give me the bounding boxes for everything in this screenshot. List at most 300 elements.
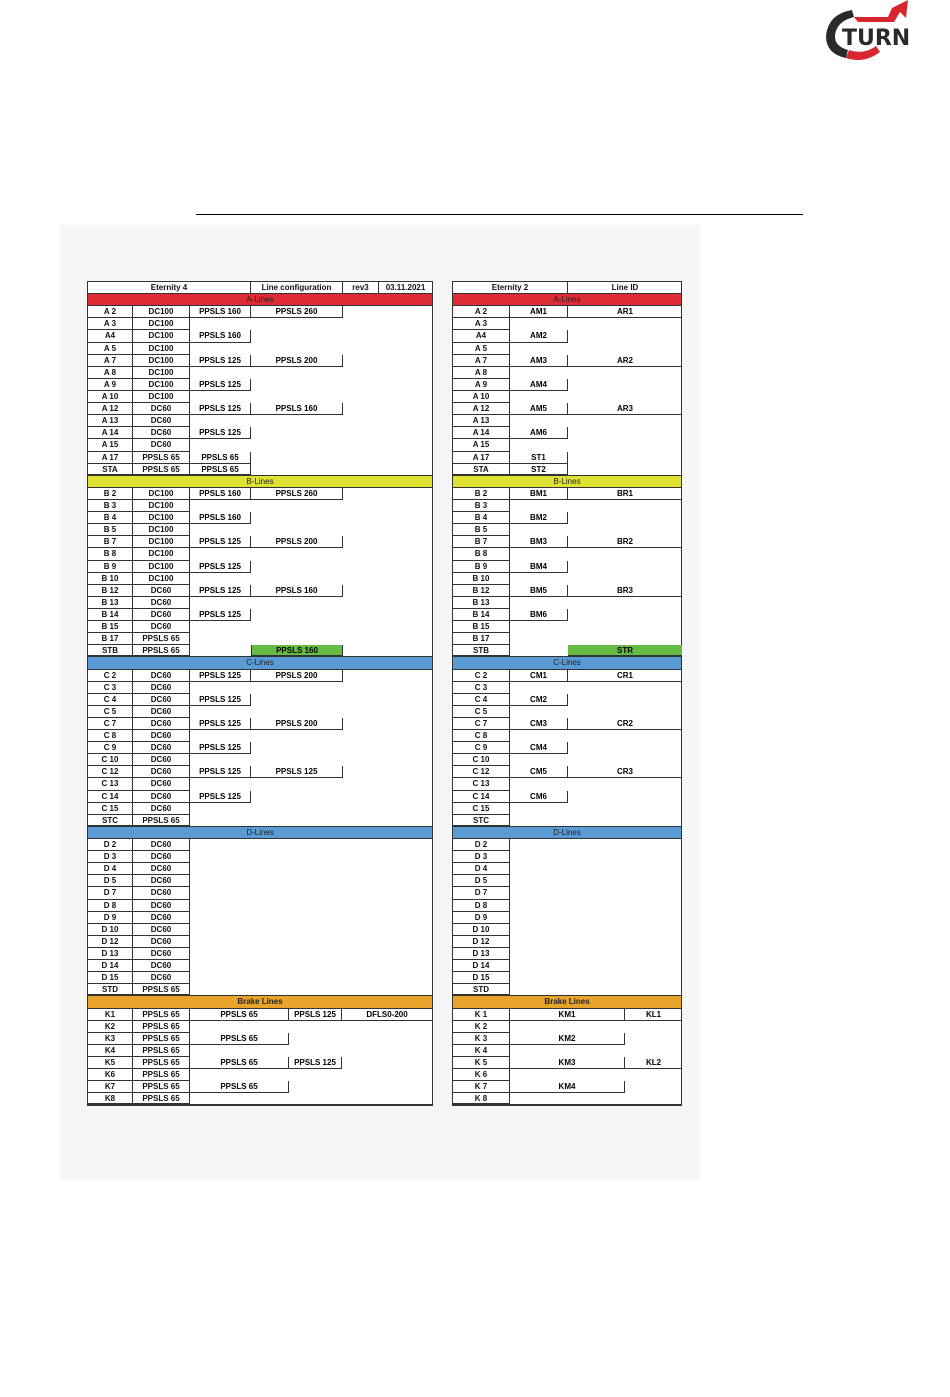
line-label: A 2 <box>88 306 133 318</box>
table-row <box>453 597 681 609</box>
section-title: A-Lines <box>553 295 581 305</box>
line-label: C 3 <box>88 682 133 694</box>
line-main-cable: PPSLS 65 <box>133 633 190 645</box>
section-title: Brake Lines <box>544 997 590 1007</box>
line-label: D 15 <box>88 972 133 984</box>
table-row <box>453 500 681 512</box>
line-label: C 15 <box>88 803 133 815</box>
table-row <box>453 633 681 645</box>
line-label: A 14 <box>88 427 133 439</box>
cable-1: PPSLS 65 <box>190 452 251 464</box>
line-label: D 8 <box>88 900 133 912</box>
table-row <box>453 1033 681 1045</box>
table-row <box>453 815 681 827</box>
line-label: A 8 <box>88 367 133 379</box>
table-row <box>88 766 432 778</box>
line-label: K 7 <box>453 1081 510 1093</box>
cable-1: PPSLS 125 <box>190 766 251 778</box>
table-row <box>453 1021 681 1033</box>
table-row <box>453 536 681 548</box>
line-main-cable: DC100 <box>133 330 190 342</box>
table-row <box>88 1045 432 1057</box>
table-row <box>88 512 432 524</box>
line-main-cable: DC100 <box>133 318 190 330</box>
line-main-cable: DC60 <box>133 718 190 730</box>
header-title: Line configuration <box>251 282 343 293</box>
line-id-main: BM1 <box>510 488 568 500</box>
cable-1: PPSLS 125 <box>190 609 251 621</box>
line-label: B 2 <box>88 488 133 500</box>
line-label: A 14 <box>453 427 510 439</box>
line-label: B 5 <box>453 524 510 536</box>
line-label: B 4 <box>88 512 133 524</box>
line-label: K8 <box>88 1093 133 1104</box>
table-row <box>88 718 432 730</box>
table-row <box>88 682 432 694</box>
table-row <box>88 597 432 609</box>
line-label: A 15 <box>453 439 510 451</box>
table-row <box>88 548 432 560</box>
table-row <box>453 367 681 379</box>
cable-1: PPSLS 160 <box>190 330 251 342</box>
table-row <box>88 427 432 439</box>
line-main-cable: DC60 <box>133 403 190 415</box>
line-main-cable: DC60 <box>133 766 190 778</box>
table-row <box>453 524 681 536</box>
table-row <box>453 561 681 573</box>
cable-1: PPSLS 125 <box>190 403 251 415</box>
line-label: D 14 <box>88 960 133 972</box>
table-row <box>88 887 432 899</box>
line-label: STD <box>453 984 510 995</box>
table-row <box>453 924 681 936</box>
line-label: A 17 <box>453 452 510 464</box>
line-label: D 2 <box>453 839 510 851</box>
header-model: Eternity 2 <box>453 282 568 293</box>
table-row <box>453 730 681 742</box>
brake-id-link: KL1 <box>625 1009 682 1021</box>
line-id-return: BR1 <box>568 488 682 500</box>
table-row <box>88 863 432 875</box>
line-label: B 17 <box>88 633 133 645</box>
cable-1: PPSLS 125 <box>190 791 251 803</box>
line-label: D 13 <box>88 948 133 960</box>
table-row <box>88 1081 432 1093</box>
line-main-cable: PPSLS 65 <box>133 1033 190 1045</box>
brake-cable-1: PPSLS 65 <box>190 1033 289 1045</box>
line-label: K 3 <box>453 1033 510 1045</box>
line-label: C 9 <box>88 742 133 754</box>
line-label: A 10 <box>453 391 510 403</box>
cable-1: PPSLS 125 <box>190 427 251 439</box>
cable-2: PPSLS 260 <box>251 306 343 318</box>
line-label: A 7 <box>88 355 133 367</box>
cable-2: PPSLS 200 <box>251 670 343 682</box>
line-label: K 2 <box>453 1021 510 1033</box>
table-row <box>88 609 432 621</box>
line-label: K 6 <box>453 1069 510 1081</box>
table-row <box>88 900 432 912</box>
line-id-main: ST1 <box>510 452 568 464</box>
cable-1: PPSLS 160 <box>190 488 251 500</box>
logo-wordmark <box>842 26 910 51</box>
line-label: C 10 <box>88 754 133 766</box>
line-main-cable: DC60 <box>133 887 190 899</box>
table-row <box>88 1009 432 1021</box>
line-label: A 13 <box>453 415 510 427</box>
cable-1: PPSLS 160 <box>190 512 251 524</box>
table-row <box>453 306 681 318</box>
line-label: B 17 <box>453 633 510 645</box>
line-id-main: AM2 <box>510 330 568 342</box>
line-main-cable: PPSLS 65 <box>133 1057 190 1069</box>
brake-id-main: KM4 <box>510 1081 625 1093</box>
line-label: B 13 <box>88 597 133 609</box>
line-id-return: CR1 <box>568 670 682 682</box>
line-id-main: CM6 <box>510 791 568 803</box>
table-row <box>88 306 432 318</box>
line-label: K4 <box>88 1045 133 1057</box>
line-label: K7 <box>88 1081 133 1093</box>
line-label: C 8 <box>88 730 133 742</box>
line-main-cable: PPSLS 65 <box>133 815 190 826</box>
line-label: D 9 <box>453 912 510 924</box>
table-row <box>453 900 681 912</box>
table-row <box>453 851 681 863</box>
table-row <box>453 573 681 585</box>
line-main-cable: DC60 <box>133 803 190 815</box>
table-row <box>88 912 432 924</box>
line-label: B 9 <box>88 561 133 573</box>
table-row <box>88 694 432 706</box>
line-label: D 2 <box>88 839 133 851</box>
table-row <box>453 694 681 706</box>
line-label: B 10 <box>453 573 510 585</box>
table-row <box>88 318 432 330</box>
header-rule <box>196 214 803 215</box>
table-row <box>88 403 432 415</box>
line-label: K2 <box>88 1021 133 1033</box>
line-label: A 10 <box>88 391 133 403</box>
cable-2: PPSLS 200 <box>251 536 343 548</box>
line-label: D 15 <box>453 972 510 984</box>
table-row <box>88 1033 432 1045</box>
line-main-cable: DC60 <box>133 754 190 766</box>
section-band <box>453 657 681 669</box>
cable-2: PPSLS 160 <box>251 403 343 415</box>
table-row <box>88 367 432 379</box>
line-label: D 7 <box>453 887 510 899</box>
line-label: D 5 <box>453 875 510 887</box>
line-label: C 13 <box>88 778 133 790</box>
line-label: B 2 <box>453 488 510 500</box>
line-label: B 15 <box>88 621 133 633</box>
line-label: K3 <box>88 1033 133 1045</box>
brake-id-main: KM2 <box>510 1033 625 1045</box>
cable-1: PPSLS 125 <box>190 742 251 754</box>
line-label: C 5 <box>88 706 133 718</box>
table-row <box>453 403 681 415</box>
turn-logo <box>822 0 912 65</box>
line-label: C 12 <box>453 766 510 778</box>
line-label: C 3 <box>453 682 510 694</box>
cable-1: PPSLS 125 <box>190 585 251 597</box>
line-id-main: AM5 <box>510 403 568 415</box>
table-row <box>453 621 681 633</box>
line-label: STA <box>88 464 133 475</box>
table-row <box>88 972 432 984</box>
table-row <box>88 439 432 451</box>
table-row <box>88 464 432 476</box>
line-label: A 8 <box>453 367 510 379</box>
line-label: D 13 <box>453 948 510 960</box>
header-model: Eternity 4 <box>88 282 251 293</box>
line-main-cable: DC60 <box>133 670 190 682</box>
line-label: B 7 <box>453 536 510 548</box>
line-label: B 3 <box>453 500 510 512</box>
table-row <box>453 1093 681 1105</box>
line-id-main: BM3 <box>510 536 568 548</box>
line-main-cable: DC60 <box>133 900 190 912</box>
line-id-return: AR3 <box>568 403 682 415</box>
table-row <box>453 427 681 439</box>
table-row <box>453 439 681 451</box>
cable-2: PPSLS 200 <box>251 355 343 367</box>
table-row <box>88 1021 432 1033</box>
line-id-return: BR2 <box>568 536 682 548</box>
line-label: A 7 <box>453 355 510 367</box>
table-row <box>453 343 681 355</box>
line-id-table <box>452 281 682 1106</box>
line-label: A 3 <box>88 318 133 330</box>
section-title: B-Lines <box>553 476 581 486</box>
line-label: C 15 <box>453 803 510 815</box>
line-main-cable: DC60 <box>133 924 190 936</box>
logo-text: TURN <box>842 26 911 51</box>
line-main-cable: DC100 <box>133 379 190 391</box>
line-main-cable: DC60 <box>133 621 190 633</box>
section-band <box>453 294 681 306</box>
table-row <box>453 464 681 476</box>
line-label: C 8 <box>453 730 510 742</box>
line-configuration-table <box>87 281 433 1106</box>
table-row <box>453 512 681 524</box>
line-label: D 9 <box>88 912 133 924</box>
section-band <box>88 294 432 306</box>
cable-1: PPSLS 160 <box>190 306 251 318</box>
table-row <box>453 355 681 367</box>
cable-1: PPSLS 125 <box>190 536 251 548</box>
table-row <box>88 645 432 657</box>
line-label: C 14 <box>453 791 510 803</box>
line-id-main: ST2 <box>510 464 568 475</box>
line-main-cable: DC60 <box>133 742 190 754</box>
line-main-cable: DC100 <box>133 524 190 536</box>
line-label: A 5 <box>88 343 133 355</box>
line-label: STB <box>453 645 510 656</box>
line-label: STC <box>88 815 133 826</box>
section-title: C-Lines <box>553 658 581 668</box>
line-label: D 10 <box>453 924 510 936</box>
line-main-cable: PPSLS 65 <box>133 1093 190 1104</box>
cable-2: PPSLS 200 <box>251 718 343 730</box>
table-row <box>453 972 681 984</box>
line-main-cable: DC100 <box>133 536 190 548</box>
table-row <box>88 730 432 742</box>
table-row <box>88 754 432 766</box>
table-row <box>88 984 432 996</box>
line-main-cable: DC60 <box>133 839 190 851</box>
table-row <box>88 706 432 718</box>
line-main-cable: PPSLS 65 <box>133 452 190 464</box>
table-row <box>88 851 432 863</box>
line-label: K 1 <box>453 1009 510 1021</box>
table-row <box>88 670 432 682</box>
table-row <box>453 645 681 657</box>
table-row <box>453 1045 681 1057</box>
section-band <box>88 657 432 669</box>
line-main-cable: DC60 <box>133 694 190 706</box>
line-main-cable: DC60 <box>133 730 190 742</box>
line-label: D 4 <box>453 863 510 875</box>
section-band <box>453 827 681 839</box>
line-label: D 7 <box>88 887 133 899</box>
section-title: A-Lines <box>246 295 274 305</box>
table-row <box>453 1009 681 1021</box>
line-main-cable: DC100 <box>133 488 190 500</box>
line-label: A 9 <box>88 379 133 391</box>
cable-1: PPSLS 125 <box>190 355 251 367</box>
header-date: 03.11.2021 <box>385 283 426 292</box>
table-row <box>453 609 681 621</box>
cable-2: PPSLS 260 <box>251 488 343 500</box>
line-id-return: BR3 <box>568 585 682 597</box>
line-main-cable: DC100 <box>133 561 190 573</box>
line-main-cable: DC100 <box>133 512 190 524</box>
table-row <box>453 1069 681 1081</box>
table-row <box>453 754 681 766</box>
line-main-cable: DC100 <box>133 391 190 403</box>
table-row <box>88 778 432 790</box>
brake-cable-1: PPSLS 65 <box>190 1057 289 1069</box>
table-row <box>88 391 432 403</box>
line-main-cable: DC100 <box>133 500 190 512</box>
line-main-cable: DC100 <box>133 306 190 318</box>
table-row <box>453 936 681 948</box>
table-row <box>453 960 681 972</box>
line-label: D 3 <box>453 851 510 863</box>
line-id-return: AR2 <box>568 355 682 367</box>
line-label: B 14 <box>88 609 133 621</box>
line-label: D 8 <box>453 900 510 912</box>
line-label: A 3 <box>453 318 510 330</box>
line-main-cable: PPSLS 65 <box>133 1045 190 1057</box>
line-main-cable: DC60 <box>133 960 190 972</box>
line-main-cable: DC60 <box>133 439 190 451</box>
table-row <box>453 887 681 899</box>
table-row <box>453 875 681 887</box>
line-id-main: AM3 <box>510 355 568 367</box>
table-row <box>453 706 681 718</box>
table-row <box>88 536 432 548</box>
line-label: C 5 <box>453 706 510 718</box>
cable-2: PPSLS 160 <box>251 585 343 597</box>
line-main-cable: PPSLS 65 <box>133 1069 190 1081</box>
line-label: B 8 <box>453 548 510 560</box>
table-row <box>88 1057 432 1069</box>
section-title: C-Lines <box>246 658 274 668</box>
line-main-cable: DC60 <box>133 415 190 427</box>
line-label: K 8 <box>453 1093 510 1104</box>
line-main-cable: DC60 <box>133 851 190 863</box>
table-row <box>88 960 432 972</box>
line-label: D 4 <box>88 863 133 875</box>
table-row <box>453 1081 681 1093</box>
line-label: B 14 <box>453 609 510 621</box>
line-id-main: CM4 <box>510 742 568 754</box>
table-header <box>453 282 681 294</box>
brake-id-main: KM1 <box>510 1009 625 1021</box>
line-main-cable: PPSLS 65 <box>133 1021 190 1033</box>
header-rev: rev3 <box>343 282 379 293</box>
line-main-cable: PPSLS 65 <box>133 1081 190 1093</box>
line-id-main: CM2 <box>510 694 568 706</box>
table-row <box>88 875 432 887</box>
cable-2: PPSLS 125 <box>251 766 343 778</box>
line-main-cable: PPSLS 65 <box>133 464 190 475</box>
line-label: D 5 <box>88 875 133 887</box>
brake-cable-1: PPSLS 65 <box>190 1081 289 1093</box>
table-row <box>453 585 681 597</box>
table-row <box>453 912 681 924</box>
line-main-cable: DC60 <box>133 706 190 718</box>
cable-1: PPSLS 125 <box>190 718 251 730</box>
table-row <box>453 488 681 500</box>
line-main-cable: DC60 <box>133 427 190 439</box>
line-main-cable: DC100 <box>133 343 190 355</box>
line-main-cable: DC100 <box>133 573 190 585</box>
table-row <box>453 670 681 682</box>
table-row <box>453 415 681 427</box>
brake-id-main: KM3 <box>510 1057 625 1069</box>
line-label: A 15 <box>88 439 133 451</box>
line-label: K5 <box>88 1057 133 1069</box>
table-row <box>453 791 681 803</box>
table-row <box>453 863 681 875</box>
table-row <box>453 839 681 851</box>
section-band <box>88 996 432 1008</box>
section-title: B-Lines <box>246 476 274 486</box>
line-main-cable: DC60 <box>133 948 190 960</box>
line-main-cable: DC60 <box>133 791 190 803</box>
table-row <box>88 948 432 960</box>
table-row <box>88 936 432 948</box>
cable-2: PPSLS 160 <box>251 645 343 656</box>
table-row <box>88 742 432 754</box>
line-main-cable: DC60 <box>133 585 190 597</box>
line-main-cable: PPSLS 65 <box>133 984 190 995</box>
line-id-main: AM1 <box>510 306 568 318</box>
line-label: A4 <box>453 330 510 342</box>
line-id-main: CM1 <box>510 670 568 682</box>
line-label: B 13 <box>453 597 510 609</box>
table-row <box>453 1057 681 1069</box>
line-id-return: AR1 <box>568 306 682 318</box>
line-label: C 7 <box>453 718 510 730</box>
line-label: K 5 <box>453 1057 510 1069</box>
line-main-cable: DC60 <box>133 972 190 984</box>
line-label: B 12 <box>453 585 510 597</box>
